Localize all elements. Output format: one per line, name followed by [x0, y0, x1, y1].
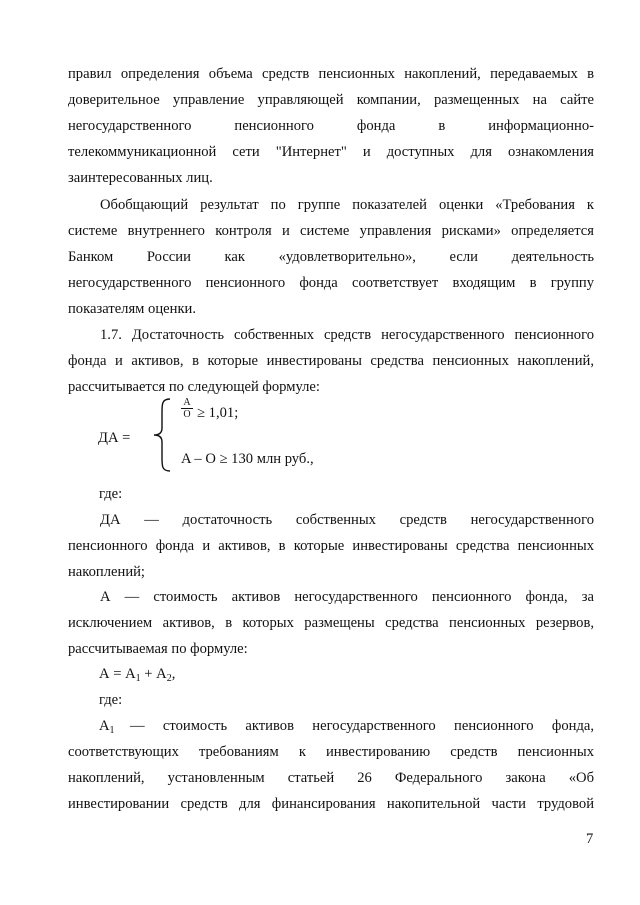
text-line: А — стоимость активов негосударственного пенсионного фонда, за	[100, 589, 594, 605]
fraction-numerator: A	[181, 397, 193, 409]
formula-lhs: ДА =	[98, 430, 131, 446]
text-line: системе внутреннего контроля и системе управления рисками» определяется	[68, 223, 594, 239]
text-line: доверительное управление управляющей компании, размещенных на сайте	[68, 92, 594, 108]
curly-brace-icon	[150, 396, 174, 474]
text-line: Обобщающий результат по группе показателей оценки «Требования к	[100, 197, 594, 213]
text-line: негосударственного пенсионного фонда соответствует входящим в группу	[68, 275, 594, 291]
text-line: заинтересованных лиц.	[68, 170, 213, 186]
fraction-denominator: O	[183, 409, 191, 420]
text-line: — стоимость активов негосударственного пенсионного фонда,	[130, 718, 594, 734]
text-line: ДА — достаточность собственных средств негосударственного	[100, 512, 594, 528]
text-line: телекоммуникационной сети "Интернет" и доступных для ознакомления	[68, 144, 594, 160]
text-line: накоплений, установленным статьей 26 Федерального закона «Об	[68, 770, 594, 786]
formula-condition-2: A – O ≥ 130 млн руб.,	[181, 451, 314, 467]
text-line: правил определения объема средств пенсионных накоплений, передаваемых в	[68, 66, 594, 82]
text-line: пенсионного фонда и активов, в которые инвестированы средства пенсионных	[68, 538, 594, 554]
a1-term: $А_1$	[99, 718, 115, 736]
text-line: накоплений;	[68, 564, 145, 580]
text-line: негосударственного пенсионного фонда в информационно-	[68, 118, 594, 134]
formula-condition-1: ≥ 1,01;	[197, 405, 239, 421]
text-line: фонда и активов, в которые инвестированы средства пенсионных накоплений,	[68, 353, 594, 369]
text-line: Банком России как «удовлетворительно», если деятельность	[68, 249, 594, 265]
text-line: где:	[99, 486, 123, 502]
text-line: рассчитывается по следующей формуле:	[68, 379, 320, 395]
text-line: исключением активов, в которых размещены средства пенсионных резервов,	[68, 615, 594, 631]
page-number: 7	[586, 831, 594, 847]
text-line: рассчитываемая по формуле:	[68, 641, 248, 657]
text-line: 1.7. Достаточность собственных средств негосударственного пенсионного	[100, 327, 594, 343]
text-line: инвестировании средств для финансирования накопительной части трудовой	[68, 796, 594, 812]
text-line: показателям оценки.	[68, 301, 196, 317]
text-line: где:	[99, 692, 123, 708]
formula-assets: $А = А_1 + А_2$,	[99, 666, 176, 684]
formula-fraction	[181, 397, 193, 420]
text-line: соответствующих требованиям к инвестированию средств пенсионных	[68, 744, 594, 760]
